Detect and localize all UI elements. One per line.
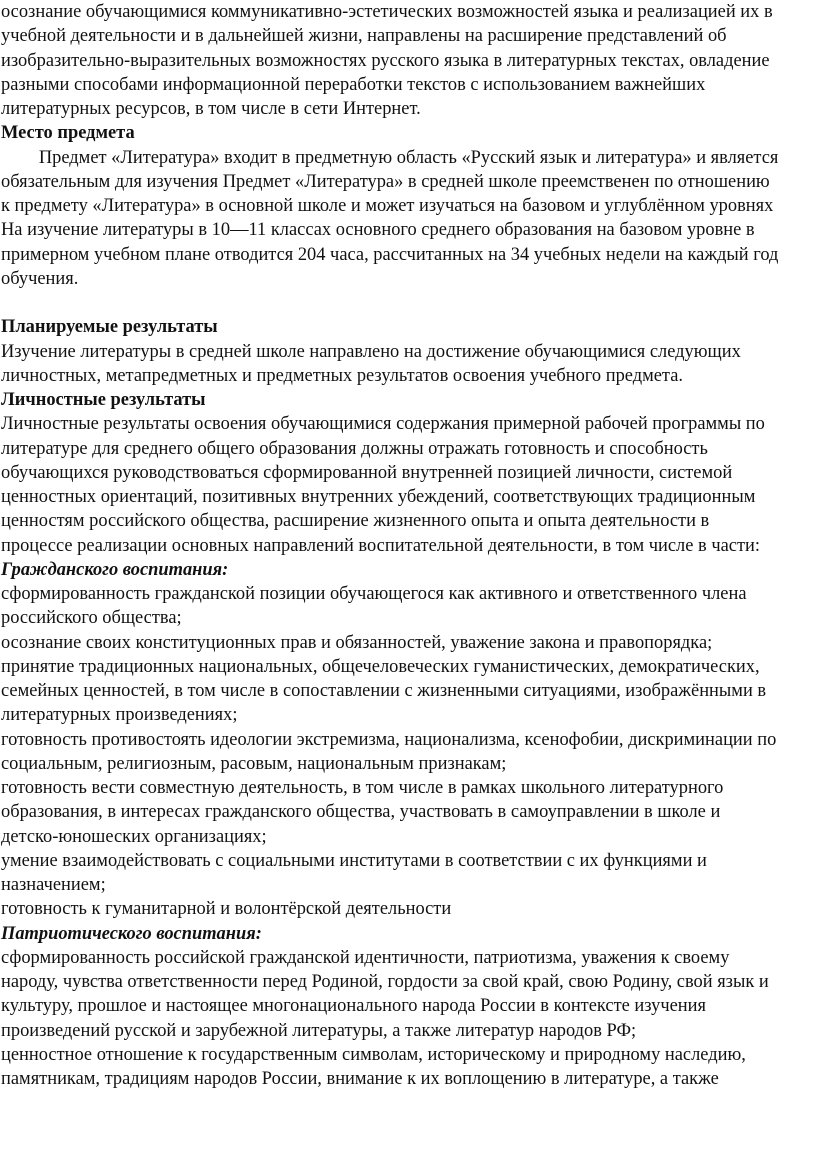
text-line: ценностных ориентаций, позитивных внутренних убеждений, соответствующих традиционным <box>1 487 756 507</box>
section-heading: Личностные результаты <box>1 390 206 410</box>
subsection-heading: Патриотического воспитания: <box>1 923 262 944</box>
section-heading: Планируемые результаты <box>1 317 218 338</box>
text-line: готовность вести совместную деятельность, в том числе в рамках школьного литературного <box>1 778 724 798</box>
personal-section <box>1 388 816 558</box>
text-line: принятие традиционных национальных, общечеловеческих гуманистических, демократических, <box>1 656 760 677</box>
text-line: Изучение литературы в средней школе направлено на достижение обучающимися следующих <box>1 341 741 362</box>
intro-paragraph <box>1 0 816 121</box>
place-section <box>1 121 816 291</box>
text-line: изобразительно-выразительных возможностях русского языка в литературных текстах, овладение <box>1 50 770 71</box>
text-line: памятникам, традициям народов России, внимание к их воплощению в литературе, а также <box>1 1069 719 1089</box>
text-line: литературе для среднего общего образования должны отражать готовность и способность <box>1 438 708 459</box>
text-line: к предмету «Литература» в основной школе и может изучаться на базовом и углублённом уровнях <box>1 196 774 216</box>
blank-line <box>1 291 816 315</box>
text-line: обучающихся руководствоваться сформированной внутренней позицией личности, системой <box>1 462 733 483</box>
text-line: учебной деятельности и в дальнейшей жизни, направлены на расширение представлений об <box>1 26 727 47</box>
text-line: российского общества; <box>1 608 182 629</box>
text-line: литературных произведениях; <box>1 705 238 726</box>
text-line: обучения. <box>1 268 79 289</box>
civic-section <box>1 558 816 922</box>
text-line: образования, в интересах гражданского общества, участвовать в самоуправлении в школе и <box>1 802 721 823</box>
text-line: ценностное отношение к государственным символам, историческому и природному наследию, <box>1 1044 746 1065</box>
text-line: разными способами информационной переработки текстов с использованием важнейших <box>1 74 706 95</box>
text-line: личностных, метапредметных и предметных результатов освоения учебного предмета. <box>1 365 683 386</box>
results-section <box>1 315 816 388</box>
text-line: культуру, прошлое и настоящее многонационального народа России в контексте изучения <box>1 996 706 1017</box>
subsection-heading: Гражданского воспитания: <box>1 559 229 580</box>
text-line: обязательным для изучения Предмет «Литература» в средней школе преемственен по отношению <box>1 171 770 192</box>
text-line: ценностям российского общества, расширение жизненного опыта и опыта деятельности в <box>1 511 710 532</box>
text-line: социальным, религиозным, расовым, национальным признакам; <box>1 753 507 774</box>
text-line: литературных ресурсов, в том числе в сети Интернет. <box>1 99 421 119</box>
text-line: семейных ценностей, в том числе в сопоставлении с жизненными ситуациями, изображёнными в <box>1 681 767 701</box>
text-line: сформированность гражданской позиции обучающегося как активного и ответственного члена <box>1 584 747 604</box>
text-line: Личностные результаты освоения обучающимися содержания примерной рабочей программы по <box>1 414 765 435</box>
text-line: назначением; <box>1 875 106 895</box>
text-line: процессе реализации основных направлений воспитательной деятельности, в том числе в части: <box>1 535 760 556</box>
text-line: примерном учебном плане отводится 204 часа, рассчитанных на 34 учебных недели на каждый год <box>1 244 779 265</box>
text-line: готовность противостоять идеологии экстремизма, национализма, ксенофобии, дискриминации по <box>1 729 777 750</box>
text-line: народу, чувства ответственности перед Родиной, гордости за свой край, свою Родину, свой язык и <box>1 972 769 992</box>
section-heading: Место предмета <box>1 123 135 144</box>
text-line: готовность к гуманитарной и волонтёрской деятельности <box>1 899 452 920</box>
text-line: осознание своих конституционных прав и обязанностей, уважение закона и правопорядка; <box>1 632 713 653</box>
text-line: детско-юношеских организациях; <box>1 826 267 847</box>
text-line: Предмет «Литература» входит в предметную область «Русский язык и литература» и является <box>38 147 779 168</box>
text-line: произведений русской и зарубежной литературы, а также литератур народов РФ; <box>1 1020 637 1041</box>
text-line: осознание обучающимися коммуникативно-эстетических возможностей языка и реализацией их в <box>1 2 773 22</box>
text-line: умение взаимодействовать с социальными институтами в соответствии с их функциями и <box>1 850 707 871</box>
patriotic-section <box>1 922 816 1092</box>
text-line: сформированность российской гражданской идентичности, патриотизма, уважения к своему <box>1 947 730 968</box>
text-line: На изучение литературы в 10—11 классах основного среднего образования на базовом уровне в <box>1 220 755 241</box>
